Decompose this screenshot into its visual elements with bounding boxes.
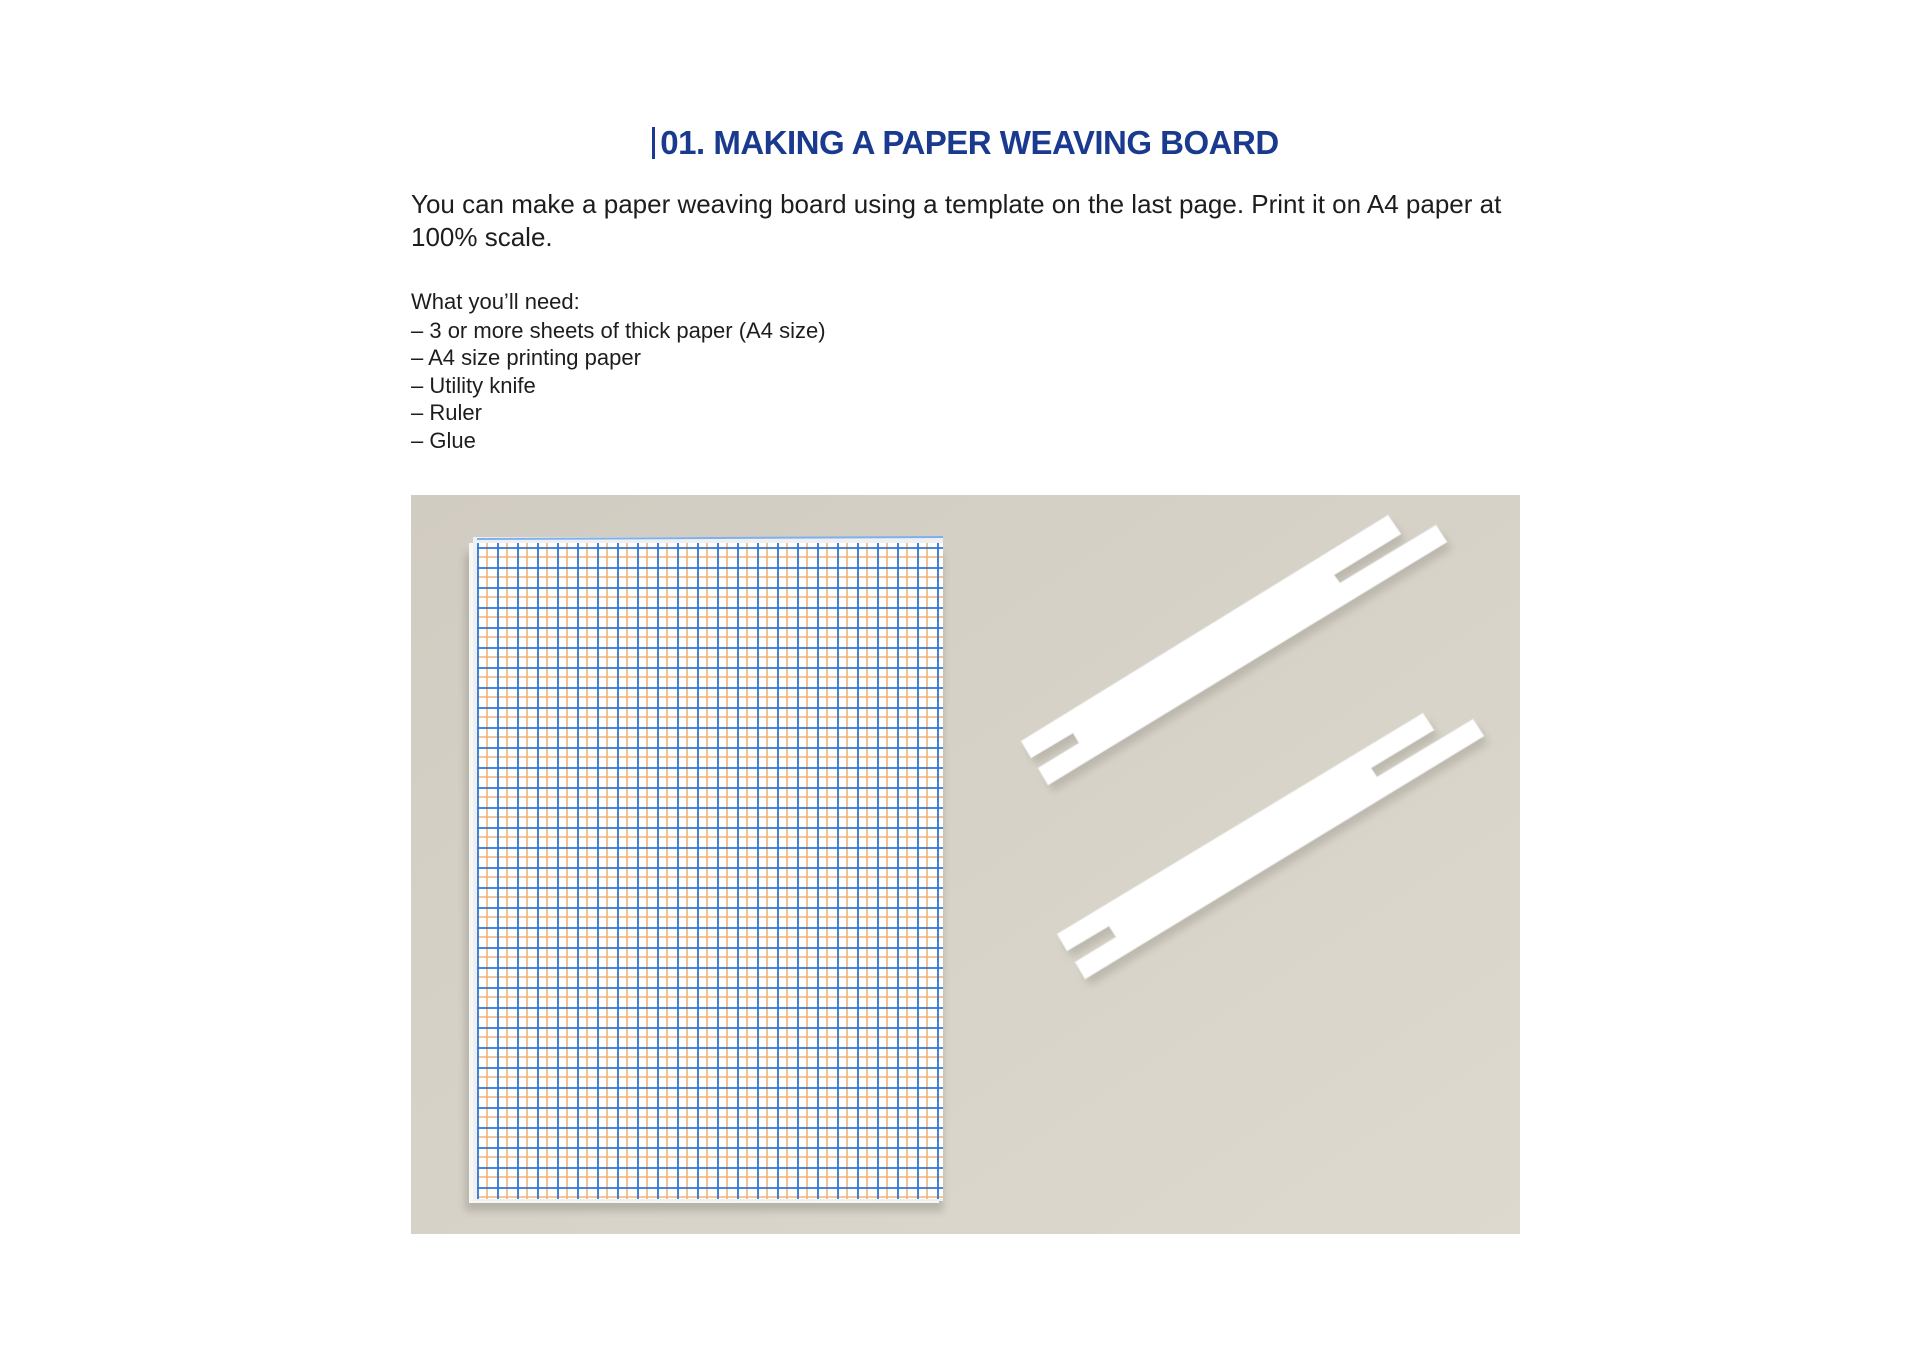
weaving-board-photo <box>411 495 1520 1234</box>
materials-item: – Glue <box>411 427 476 453</box>
heading-number: 01. <box>660 124 705 161</box>
materials-title: What you’ll need: <box>411 289 580 314</box>
grid-paper-sheet <box>465 537 943 1211</box>
materials-list <box>411 317 1211 455</box>
materials-item: – 3 or more sheets of thick paper (A4 size) <box>411 317 826 343</box>
intro-paragraph: You can make a paper weaving board using a template on the last page. Print it on A4 paper at 100% scale. <box>411 189 1502 252</box>
page-heading <box>411 124 1520 162</box>
materials-item: – Utility knife <box>411 372 536 398</box>
materials-item: – Ruler <box>411 400 482 425</box>
heading-bar <box>652 127 655 159</box>
materials-section <box>411 288 1211 454</box>
materials-item: – A4 size printing paper <box>411 345 641 370</box>
heading-title: MAKING A PAPER WEAVING BOARD <box>713 124 1279 161</box>
